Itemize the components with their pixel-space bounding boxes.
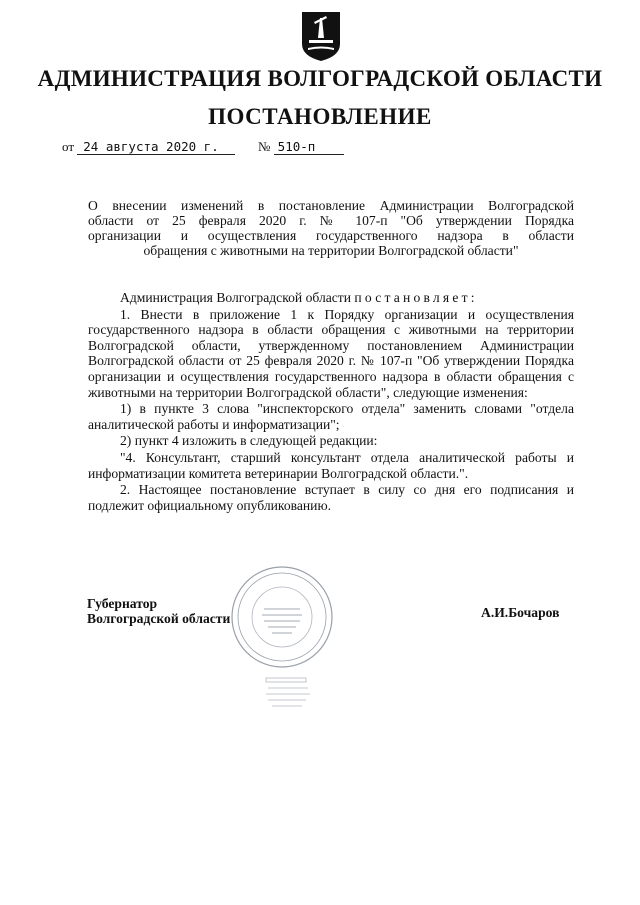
subject-line: обращения с животными на территории Волгоградской области" [143,243,519,258]
signer-name: А.И.Бочаров [481,605,560,620]
document-date: 24 августа 2020 г. [77,139,235,155]
signer-position [87,597,230,626]
registration-stamp [228,672,336,757]
paragraph: 1. Внести в приложение 1 к Порядку организации и осуществления государственного надзора в области обращения с животными на территории Волгоградской области, утвержденному постановлением Администрации Волгоградской области от 25 февраля 2020 г. № 107-п "Об утверждении Порядка организации и осуществления государственного надзора в области обращения с животными на территории Волгоградской области", следующие изменения: [88,306,574,400]
preamble-action: постановляет: [354,290,478,305]
date-number-line [62,139,344,155]
preamble-text: Администрация Волгоградской области [120,290,352,305]
paragraph: "4. Консультант, старший консультант отдела аналитической работы и информатизации комитета ветеринарии Волгоградской области.". [88,449,574,481]
subject-line: организации и осуществления государственного надзора в области [88,228,574,243]
subject-line: области от 25 февраля 2020 г. № 107-п "Об утверждении Порядка [88,213,574,228]
from-label: от [62,139,75,154]
document-subject [88,198,574,258]
organization-title: АДМИНИСТРАЦИЯ ВОЛГОГРАДСКОЙ ОБЛАСТИ [37,66,603,91]
signer-position-line: Губернатор [87,596,158,611]
paragraph: 2) пункт 4 изложить в следующей редакции: [120,433,378,449]
number-sign: № [258,139,271,154]
coat-of-arms-emblem [300,10,342,62]
document-type-title: ПОСТАНОВЛЕНИЕ [208,104,432,129]
official-seal-stamp [228,563,336,671]
signer-position-line: Волгоградской области [87,610,231,626]
paragraph: 1) в пункте 3 слова "инспекторского отдела" заменить словами "отдела аналитической работы и информатизации"; [88,401,574,432]
document-number: 510-п [274,139,344,155]
document-body [88,290,574,514]
preamble [88,290,574,306]
paragraph: 2. Настоящее постановление вступает в силу со дня его подписания и подлежит официальному опубликованию. [88,482,574,513]
subject-line: О внесении изменений в постановление Администрации Волгоградской [88,198,574,213]
